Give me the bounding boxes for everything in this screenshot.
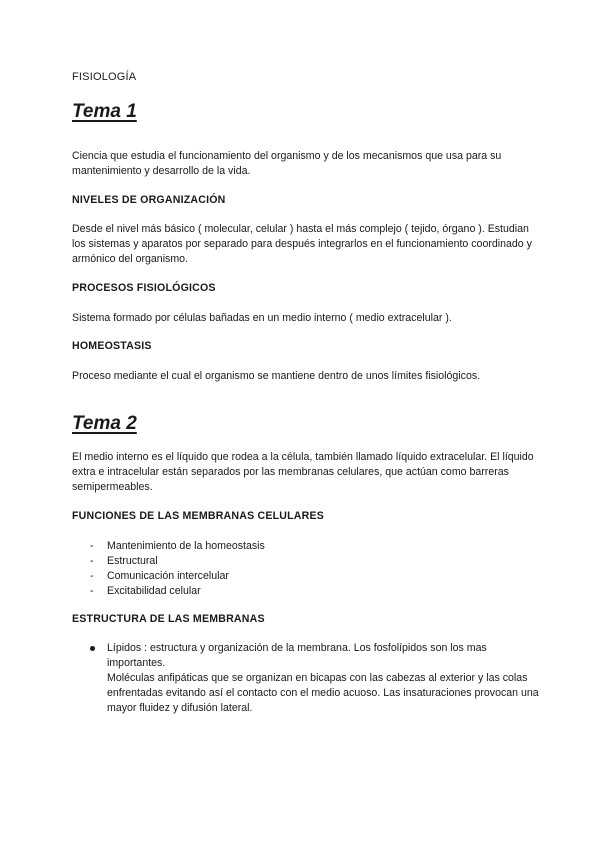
section-heading-homeostasis: HOMEOSTASIS: [72, 340, 152, 352]
section-text-procesos: Sistema formado por células bañadas en un medio interno ( medio extracelular ).: [72, 312, 452, 324]
document-label: FISIOLOGÍA: [72, 71, 137, 83]
estructura-bullet-item: [90, 641, 540, 716]
section-heading-procesos: PROCESOS FISIOLÓGICOS: [72, 282, 216, 294]
list-item: - Estructural: [90, 554, 540, 569]
tema-1-intro: Ciencia que estudia el funcionamiento del organismo y de los mecanismos que usa para su mantenimiento y desarrollo de la vida.: [72, 150, 502, 177]
list-item: - Mantenimiento de la homeostasis: [90, 539, 540, 554]
tema-1-title: Tema 1: [72, 101, 137, 122]
tema-2-title: Tema 2: [72, 413, 137, 434]
list-item: - Excitabilidad celular: [90, 584, 540, 599]
bullet-text-lipidos: Lípidos : estructura y organización de la membrana. Los fosfolípidos son los mas importantes.: [107, 642, 487, 669]
funciones-list: [90, 539, 540, 599]
bullet-dot-icon: [90, 646, 95, 651]
section-text-niveles: Desde el nivel más básico ( molecular, celular ) hasta el más complejo ( tejido, órgano ). Estudian los sistemas y aparatos por separado para después integrarlos en el funcionamiento coordinado y armónico del organismo.: [72, 223, 532, 265]
list-item: - Comunicación intercelular: [90, 569, 540, 584]
tema-2-intro: El medio interno es el líquido que rodea a la célula, también llamado líquido extracelular. El líquido extra e intracelular están separados por las membranas celulares, que actúan como barreras semipermeables.: [72, 451, 534, 493]
bullet-text-moleculas: Moléculas anfipáticas que se organizan en bicapas con las cabezas al exterior y las colas enfrentadas evitando así el contacto con el medio acuoso. Las insaturaciones provocan una mayor fluidez y difusión lateral.: [107, 672, 539, 714]
section-heading-funciones: FUNCIONES DE LAS MEMBRANAS CELULARES: [72, 510, 325, 522]
section-text-homeostasis: Proceso mediante el cual el organismo se mantiene dentro de unos límites fisiológicos.: [72, 370, 481, 382]
section-heading-niveles: NIVELES DE ORGANIZACIÓN: [72, 194, 226, 206]
section-heading-estructura: ESTRUCTURA DE LAS MEMBRANAS: [72, 613, 265, 625]
